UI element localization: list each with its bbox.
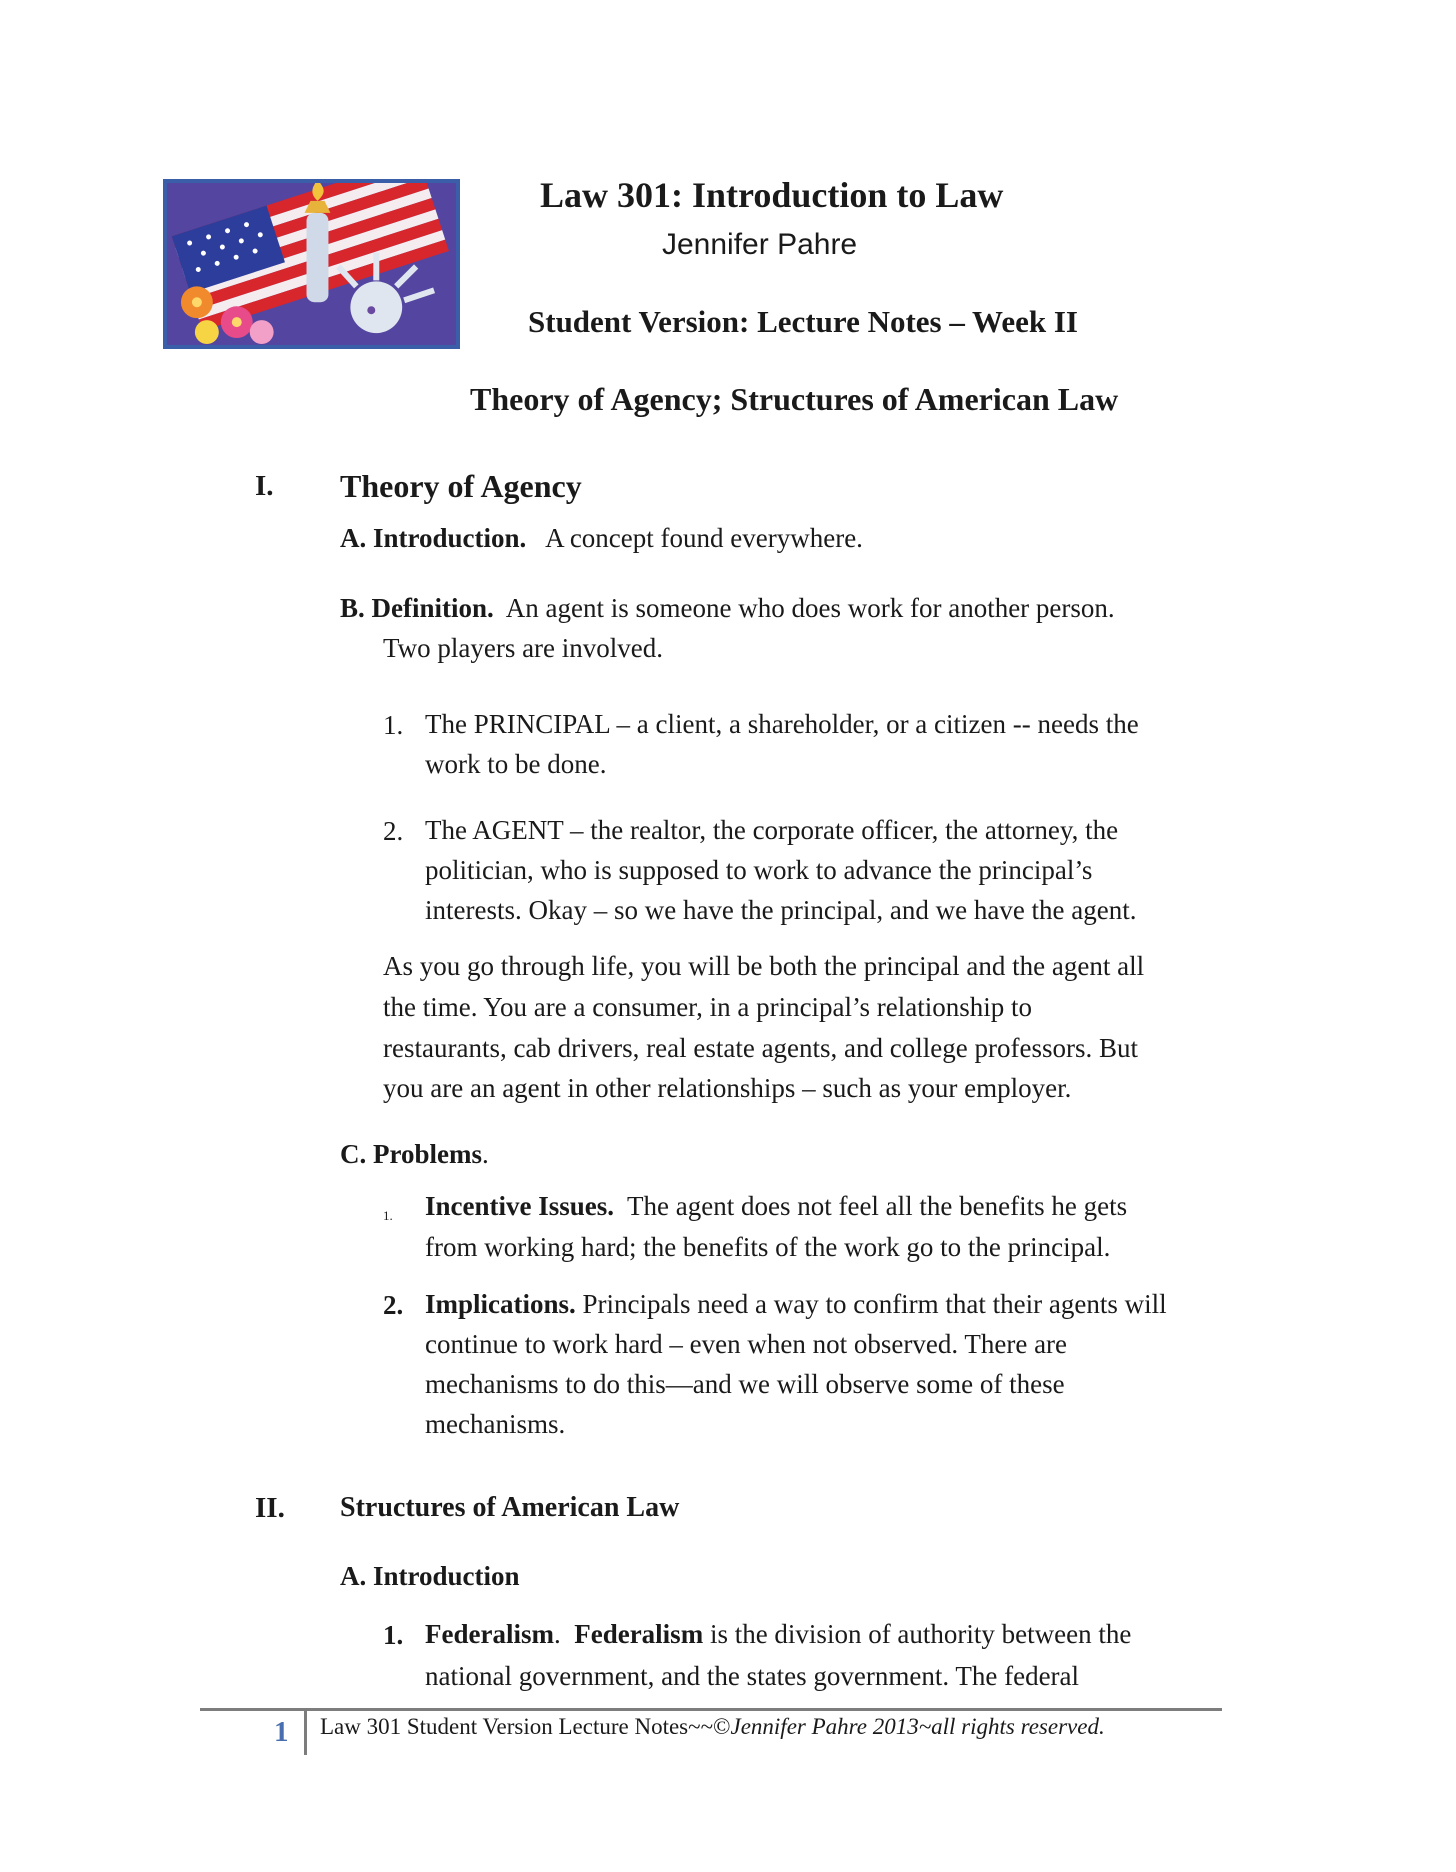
- outline-marker: C.: [340, 1139, 367, 1169]
- document-subtitle: Student Version: Lecture Notes – Week II: [528, 304, 1078, 339]
- outline-punct: .: [482, 1139, 489, 1169]
- list-item-line: [425, 1614, 1131, 1654]
- outline-text-continued: Two players are involved.: [383, 633, 664, 663]
- outline-marker: A.: [340, 523, 367, 553]
- outline-label: Introduction.: [373, 523, 527, 553]
- author-name: Jennifer Pahre: [662, 228, 858, 261]
- list-item-line: interests. Okay – so we have the principal, and we have the agent.: [425, 895, 1137, 925]
- section-numeral: I.: [255, 470, 274, 502]
- list-item-line: [425, 1284, 1167, 1324]
- paragraph-line: As you go through life, you will be both the principal and the agent all: [383, 951, 1145, 981]
- list-item-text: Principals need a way to confirm that their agents will: [582, 1289, 1167, 1319]
- american-flag-statue-of-liberty-icon: [167, 183, 456, 345]
- list-item-label: Implications.: [425, 1289, 576, 1319]
- list-item-label: Federalism: [425, 1619, 554, 1649]
- outline-marker: B.: [340, 593, 365, 623]
- list-item-text: The agent does not feel all the benefits he gets: [627, 1191, 1128, 1221]
- list-item-line: continue to work hard – even when not observed. There are: [425, 1329, 1068, 1359]
- footer-vertical-divider: [304, 1711, 307, 1755]
- list-marker: 2.: [383, 1290, 404, 1320]
- section-heading: Structures of American Law: [340, 1492, 680, 1523]
- list-marker: 1.: [383, 1620, 404, 1650]
- outline-marker: A.: [340, 1561, 367, 1591]
- paragraph-line: restaurants, cab drivers, real estate agents, and college professors. But: [383, 1033, 1138, 1063]
- list-item-line: The PRINCIPAL – a client, a shareholder, or a citizen -- needs the: [425, 709, 1139, 739]
- flag-liberty-image: [163, 179, 460, 349]
- list-item-line: [425, 1186, 1127, 1226]
- outline-text: An agent is someone who does work for another person.: [505, 593, 1115, 623]
- outline-label: Problems: [373, 1139, 482, 1169]
- bold-term: Federalism: [574, 1619, 704, 1649]
- paragraph-line: the time. You are a consumer, in a principal’s relationship to: [383, 992, 1033, 1022]
- outline-label: Introduction: [373, 1561, 520, 1591]
- list-item-line: The AGENT – the realtor, the corporate officer, the attorney, the: [425, 815, 1119, 845]
- outline-text: A concept found everywhere.: [545, 523, 863, 553]
- page-number: 1: [274, 1716, 289, 1748]
- outline-item-a: [340, 1556, 520, 1596]
- list-item-line: work to be done.: [425, 749, 607, 779]
- footer-divider: [200, 1708, 1222, 1711]
- list-item-line: from working hard; the benefits of the work go to the principal.: [425, 1232, 1111, 1262]
- footer-text-italic: Jennifer Pahre 2013~all rights reserved.: [730, 1714, 1105, 1739]
- section-heading: Theory of Agency: [340, 468, 582, 504]
- list-item-label: Incentive Issues.: [425, 1191, 615, 1221]
- paragraph-line: you are an agent in other relationships – such as your employer.: [383, 1073, 1072, 1103]
- outline-label: Definition.: [371, 593, 494, 623]
- list-marker: 1.: [383, 710, 404, 740]
- section-numeral: II.: [255, 1492, 285, 1524]
- list-item-line: mechanisms to do this—and we will observe some of these: [425, 1369, 1065, 1399]
- list-marker: 2.: [383, 816, 404, 846]
- outline-item-c: [340, 1134, 489, 1174]
- outline-item-a: [340, 518, 863, 558]
- list-item-line: national government, and the states government. The federal: [425, 1661, 1080, 1691]
- footer-text-plain: Law 301 Student Version Lecture Notes~~©: [320, 1714, 731, 1739]
- outline-item-b: [340, 588, 1115, 628]
- footer-text: [320, 1714, 1105, 1740]
- document-title: Law 301: Introduction to Law: [540, 175, 1004, 215]
- list-marker: 1.: [383, 1208, 393, 1223]
- list-item-text: is the division of authority between the: [709, 1619, 1132, 1649]
- list-item-line: politician, who is supposed to work to advance the principal’s: [425, 855, 1093, 885]
- list-item-punct: .: [553, 1619, 561, 1649]
- lecture-topic-title: Theory of Agency; Structures of American Law: [470, 381, 1119, 417]
- list-item-line: mechanisms.: [425, 1409, 566, 1439]
